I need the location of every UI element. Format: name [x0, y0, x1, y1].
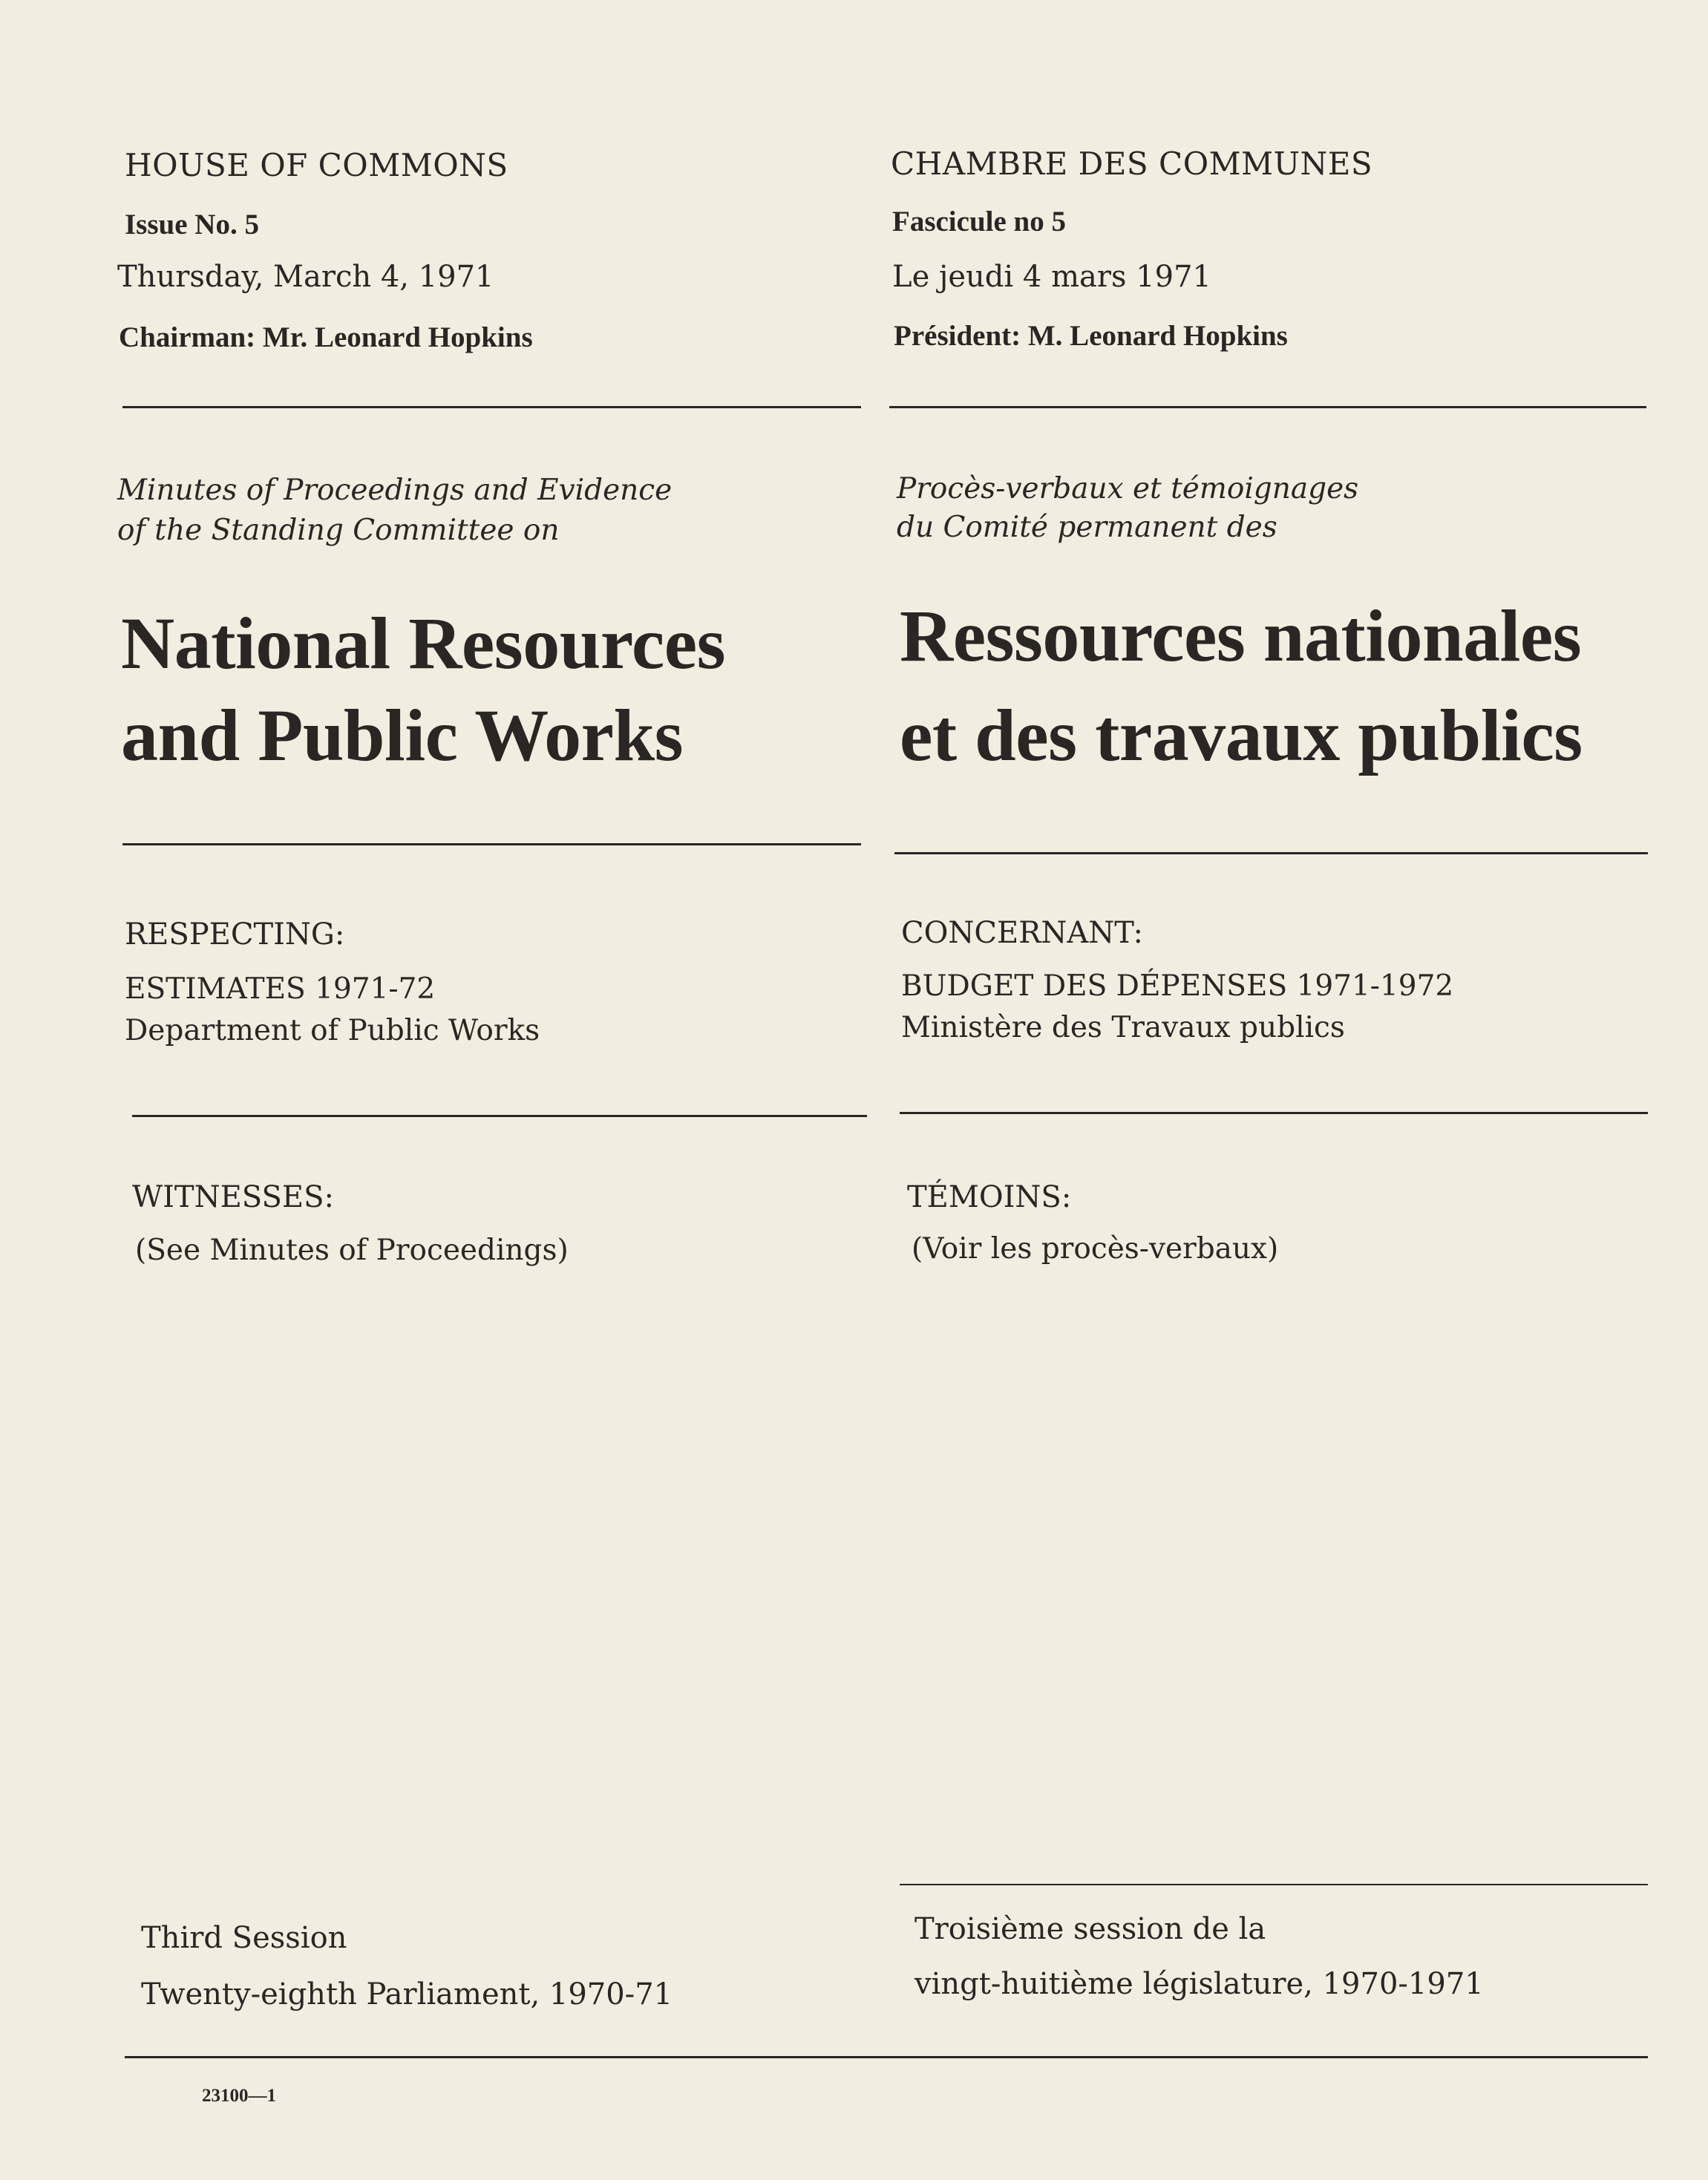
estimates-line: ESTIMATES 1971-72 [125, 972, 436, 1006]
mid-rule-right [894, 852, 1648, 854]
minutes-line-2: of the Standing Committee on [117, 514, 560, 547]
minutes-line-1: Minutes of Proceedings and Evidence [117, 474, 673, 507]
witnesses-heading: WITNESSES: [132, 1180, 334, 1214]
department-line: Department of Public Works [125, 1014, 540, 1047]
chairman-line: Chairman: Mr. Leonard Hopkins [119, 321, 533, 353]
session-line-1: Third Session [141, 1921, 347, 1955]
chambre-des-communes-heading: CHAMBRE DES COMMUNES [891, 145, 1373, 182]
concernant-heading: CONCERNANT: [901, 916, 1143, 950]
temoins-note: (Voir les procès-verbaux) [912, 1232, 1279, 1266]
fascicule-number: Fascicule no 5 [892, 206, 1066, 238]
mid-rule-left [122, 843, 861, 845]
committee-title-line-2: and Public Works [121, 694, 684, 776]
session-fr-line-1: Troisième session de la [914, 1912, 1266, 1946]
proces-verbaux-line-1: Procès-verbaux et témoignages [897, 472, 1359, 505]
print-number: 23100—1 [202, 2086, 276, 2106]
meeting-date: Thursday, March 4, 1971 [117, 260, 494, 294]
proces-verbaux-line-2: du Comité permanent des [897, 511, 1277, 544]
session-line-2: Twenty-eighth Parliament, 1970-71 [141, 1977, 673, 2012]
budget-line: BUDGET DES DÉPENSES 1971-1972 [901, 969, 1454, 1003]
witness-rule-left [132, 1115, 867, 1117]
ministere-line: Ministère des Travaux publics [901, 1011, 1345, 1044]
session-fr-line-2: vingt-huitième législature, 1970-1971 [914, 1967, 1484, 2001]
respecting-heading: RESPECTING: [125, 917, 345, 952]
witnesses-note: (See Minutes of Proceedings) [135, 1234, 569, 1267]
president-line: Président: M. Leonard Hopkins [894, 320, 1288, 352]
date-fr: Le jeudi 4 mars 1971 [892, 260, 1211, 294]
session-rule-right [900, 1884, 1648, 1885]
issue-number: Issue No. 5 [125, 209, 259, 240]
comite-title-line-2: et des travaux publics [900, 694, 1583, 776]
bottom-rule [125, 2056, 1648, 2058]
committee-title-line-1: National Resources [121, 602, 726, 684]
house-of-commons-heading: HOUSE OF COMMONS [125, 147, 508, 183]
witness-rule-right [900, 1112, 1648, 1114]
temoins-heading: TÉMOINS: [907, 1180, 1072, 1214]
top-rule-right [889, 406, 1646, 408]
comite-title-line-1: Ressources nationales [900, 595, 1582, 677]
top-rule-left [122, 406, 861, 408]
